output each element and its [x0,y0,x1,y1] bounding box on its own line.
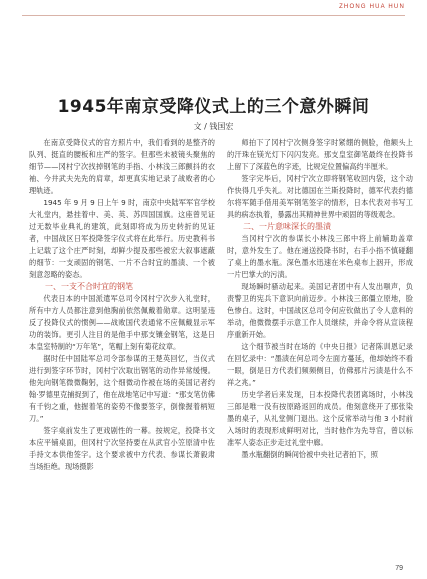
paragraph: 签字完毕后，冈村宁次立即将钢笔收回内袋，这个动作快得几乎失礼。对比德国在兰斯投降时，德军代表约德尔将军随手借用美军钢笔签字的情形，日本代表对书写工具的病态执着，暴露出其精神世界中顽固的等级观念。 [227,174,413,219]
magazine-name: ZHONG HUA HUN [339,4,405,10]
header-rule [22,15,405,16]
section-heading: 二、一片意味深长的墨渍 [243,222,331,231]
paragraph: 历史学者后来发现，日本投降代表团离场时，小林浅三郎是唯一没有按原路返回的成员。他刻意绕开了那张染墨的桌子，从礼堂侧门退出。这个反常举动与他 3 小时前入场时的表现形成鲜明对比，当时他作为先导官，曾以标准军人姿态正步走过礼堂中廊。 [227,390,413,447]
section-heading: 一、一支不合时宜的钢笔 [45,282,133,291]
paragraph: 当冈村宁次的参谋长小林浅三郎中将上前辅助盖章时，意外发生了。他在递送投降书时，右手小指不慎碰翻了桌上的墨水瓶。深色墨水迅速在米色桌布上洇开，形成一片巴掌大的污渍。 [227,234,413,279]
article-title: 1945年南京受降仪式上的三个意外瞬间 [57,97,370,117]
paragraph: 签字桌前发生了更戏剧性的一幕。按规定，投降书文本应平铺桌面，但冈村宁次坚持要在从武官小笠原清中佐手持文本供他签字。这个要求被中方代表、参谋长萧毅肃当场拒绝。现场摄影 [29,426,215,471]
article-byline: 文 / 钱国宏 [193,122,234,131]
left-column [29,137,215,473]
paragraph: 在南京受降仪式的官方照片中，我们看到的是整齐的队列、挺直的腰板和庄严的签字。但那些未被镜头聚焦的细节——冈村宁次找掉钢笔的手指、小林浅三郎颤抖的衣袖、今井武夫先先的肩章，却更真实地记录了战败者的心理轨迹。 [29,138,215,195]
running-header [0,0,427,14]
paragraph: 这个细节被当时在场的《中央日报》记者陈训恩记录在回忆录中：“墨渍在何总司令左面方蔓延，他却始终不看一眼，倒是日方代表们频频侧目，仿佛那片污渍是什么不祥之兆。” [227,342,413,387]
right-column [227,137,413,461]
paragraph: 墨水瓶翻倒的瞬间恰被中央社记者拍下，照 [241,450,378,459]
paragraph: 1945 年 9 月 9 日上午 9 时，南京中央陆军军官学校大礼堂内，悬挂着中、美、英、苏四国国旗。这座曾见证过无数毕业典礼的建筑，此刻即将成为历史转折的见证者，中国战区日军投降签字仪式将在此举行。历史教科书上记载了这个庄严时刻，却鲜少提及那些被宏大叙事遮蔽的细节：一支顽固的钢笔、一片不合时宜的墨渍、一个被刻意忽略的姿态。 [29,198,215,279]
paragraph: 代表日本的中国派遣军总司令冈村宁次步入礼堂时，所有中方人员都注意到他胸前依然佩戴着勋章。这明显违反了投降仪式的惯例——战败国代表通常不应佩戴显示军功的装饰。更引人注目的是他手中那支镶金钢笔，这是日本皇室特制的“万年笔”，笔帽上刻有菊花纹章。 [29,294,215,351]
paragraph: 现场瞬时骚动起来。美国记者团中有人发出嗤声，负责警卫的宪兵下意识向前迈步。小林浅三郎僵立原地，脸色惨白。这时，中国战区总司令何应钦做出了令人意料的举动，他微微摆手示意工作人员继续，并命令将从宣读程序重新开始。 [227,282,413,339]
paragraph: 师拍下了冈村宁次侧身签字时紧绷的侧脸，他额头上的汗珠在镁光灯下闪闪发亮。那支皇室御笔最终在投降书上留下了深蓝色的字迹，比规定位置偏高约半厘米。 [227,138,413,171]
paragraph: 据时任中国陆军总司令部参谋的王楚英回忆，当仪式进行到签字环节时，冈村宁次取出钢笔的动作异常缓慢。他先向钢笔微微鞠躬，这个细微动作被在场的美国记者约翰·罗德里克捕捉到了，他在战地笔记中写道：“那支笔仿佛有千钧之重，他握着笔的姿势不像要签字，倒像握着柄短刀。” [29,354,215,423]
page-number: 79 [395,565,403,572]
